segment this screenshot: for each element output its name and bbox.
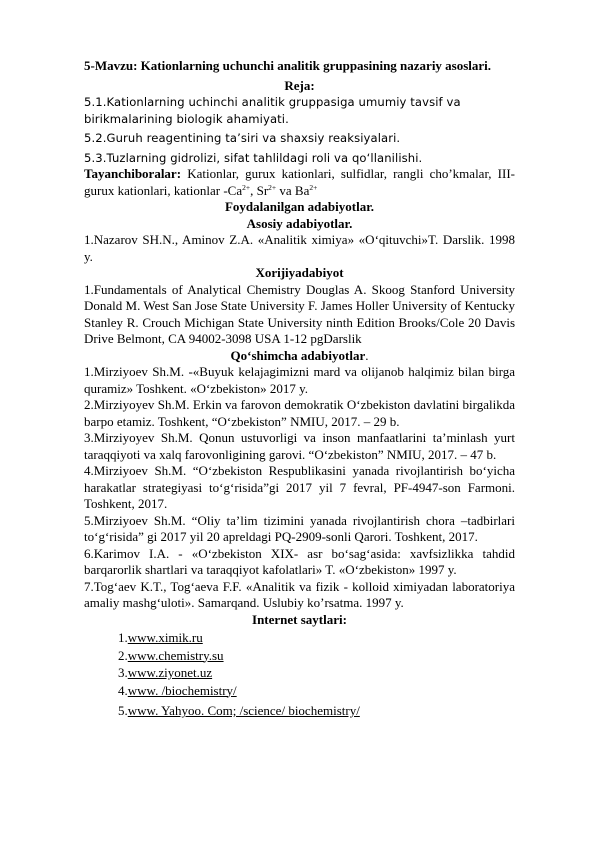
additional-heading-dot: . xyxy=(365,347,369,363)
keywords-ba: va Ba xyxy=(276,182,310,198)
keywords-sr: , Sr xyxy=(250,182,269,198)
keywords-paragraph xyxy=(84,166,515,199)
additional-item-4: 4.Mirziyoev Sh.M. “O‘zbekiston Respublikasini yanada rivojlantirish bo‘yicha harakatlar strategiyasi to‘g‘risida”gi 2017 yil 7 fevral, PF-4947-son Farmoni. Toshkent, 2017. xyxy=(84,463,515,511)
main-literature-heading: Asosiy adabiyotlar. xyxy=(246,215,353,231)
keywords-text: Kationlar, gurux kationlari, sulfidlar, rangli cho’kmalar, III-gurux kationlari, kationlar -Ca xyxy=(84,166,515,198)
additional-item-5: 5.Mirziyoev Sh.M. “Oliy ta’lim tizimini yanada rivojlantirish chora –tadbirlari to‘g‘risida” gi 2017 yil 20 apreldagi PQ-2909-sonli Qarori. Toshkent, 2017. xyxy=(84,512,515,544)
document-page xyxy=(84,58,515,721)
additional-item-3: 3.Mirziyoyev Sh.M. Qonun ustuvorligi va inson manfaatlarini ta’minlash yurt taraqqiyoti va xalq farovonligining garovi. “O‘zbekiston” NMIU, 2017. – 47 b. xyxy=(84,430,515,462)
link-row-2 xyxy=(118,648,515,665)
link-number: 1. xyxy=(118,630,128,645)
plan-item-1: 5.1.Kationlarning uchinchi analitik gruppasiga umumiy tavsif va birikmalarining biologik ahamiyati. xyxy=(84,95,461,126)
foreign-literature-item: 1.Fundamentals of Analytical Chemistry Douglas A. Skoog Stanford University Donald M. West San Jose State University F. James Holler University of Kentucky Stanley R. Crouch Michigan State University ninth Edition Brooks/Cole 20 Davis Drive Belmont, CA 94002-3098 USA 1-12 pgDarslik xyxy=(84,281,515,346)
foreign-literature-heading: Xorijiyadabiyot xyxy=(255,265,344,280)
link-ximik[interactable]: www.ximik.ru xyxy=(127,630,203,645)
plan-item-3: 5.3.Tuzlarning gidrolizi, sifat tahlildagi roli va qo‘llanilishi. xyxy=(84,150,423,165)
link-number: 2. xyxy=(118,647,128,663)
topic-title: 5-Mavzu: Kationlarning uchunchi analitik gruppasining nazariy asoslari. xyxy=(84,58,492,73)
link-ziyonet[interactable]: www.ziyonet.uz xyxy=(127,665,213,680)
link-number: 3. xyxy=(118,665,128,680)
additional-heading-text: Qo‘shimcha adabiyotlar xyxy=(230,347,366,363)
internet-heading: Internet saytlari: xyxy=(252,611,347,627)
ba-charge: 2+ xyxy=(309,182,318,192)
ca-charge: 2+ xyxy=(242,182,251,192)
link-row-5 xyxy=(118,703,515,720)
link-row-1 xyxy=(118,630,515,647)
internet-links xyxy=(118,630,515,720)
additional-literature-heading xyxy=(84,348,515,365)
link-yahyoo[interactable]: www. Yahyoo. Com; /science/ biochemistry/ xyxy=(127,703,360,718)
link-number: 4. xyxy=(118,682,128,698)
additional-item-7: 7.Tog‘aev K.T., Tog‘aeva F.F. «Analitik va fizik - kolloid ximiyadan laboratoriya amaliy mashg‘uloti». Samarqand. Uslubiy ko’rsatma. 1997 y. xyxy=(84,578,515,610)
plan-heading: Reja: xyxy=(284,77,315,93)
plan-item-2: 5.2.Guruh reagentining ta’siri va shaxsiy reaksiyalari. xyxy=(84,131,401,145)
link-biochemistry[interactable]: www. /biochemistry/ xyxy=(127,682,237,698)
link-chemistry[interactable]: www.chemistry.su xyxy=(127,647,224,663)
additional-item-1: 1.Mirziyoev Sh.M. -«Buyuk kelajagimizni mard va olijanob halqimiz bilan birga quramiz» Toshkent. «O‘zbekiston» 2017 y. xyxy=(84,364,515,396)
link-number: 5. xyxy=(118,703,128,718)
keywords-label: Tayanchiboralar: xyxy=(84,166,182,181)
literature-heading: Foydalanilgan adabiyotlar. xyxy=(224,199,375,214)
additional-item-2: 2.Mirziyoyev Sh.M. Erkin va farovon demokratik O‘zbekiston davlatini birgalikda barpo etamiz. Toshkent, “O‘zbekiston” NMIU, 2017. – 29 b. xyxy=(84,397,515,429)
main-literature-item: 1.Nazarov SH.N., Aminov Z.A. «Analitik ximiya» «O‘qituvchi»T. Darslik. 1998 y. xyxy=(84,232,515,264)
additional-item-6: 6.Karimov I.A. - «O‘zbekiston XIX- asr bo‘sag‘asida: xavfsizlikka tahdid barqarorlik shartlari va taraqqiyot kafolatlari» T. «O‘zbekiston» 1997 y. xyxy=(84,545,515,577)
sr-charge: 2+ xyxy=(268,182,277,192)
link-row-3 xyxy=(118,665,515,682)
link-row-4 xyxy=(118,683,515,700)
